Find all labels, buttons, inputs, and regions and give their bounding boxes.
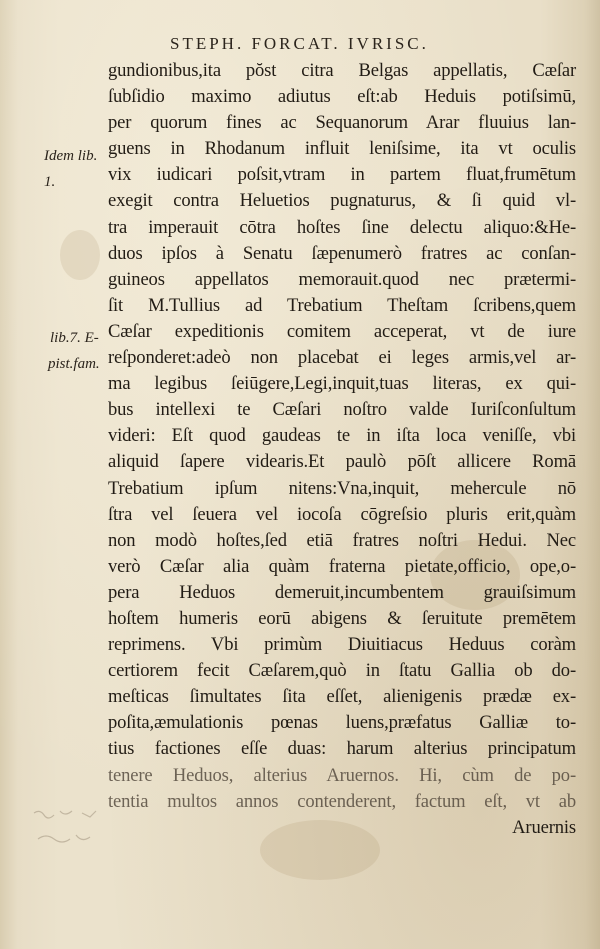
- text-line: tentia multos annos contenderent, factum eſt, vt ab: [108, 790, 576, 812]
- text-line: reprimens. Vbi primùm Diuitiacus Heduus coràm: [108, 634, 576, 656]
- text-line: ſtra vel ſeuera vel iocoſa cōgreſsio pluris erit,quàm: [108, 503, 576, 525]
- text-line: gundionibus,ita pŏst citra Belgas appellatis, Cæſar: [108, 60, 576, 81]
- body-text: [108, 58, 576, 841]
- text-line: Cæſar expeditionis comitem acceperat, vt de iure: [108, 320, 576, 342]
- text-line: pera Heduos demeruit,incumbentem grauiſsimum: [108, 581, 576, 603]
- margin-note: pist.fam.: [48, 356, 100, 372]
- text-line: duos ipſos à Senatu ſæpenumerò fratres ac conſan-: [108, 242, 576, 264]
- catchword: Aruernis: [512, 816, 576, 838]
- text-line: reſponderet:adeò non placebat ei leges armis,vel ar-: [108, 347, 576, 369]
- text-line: guineos appellatos memorauit.quod nec prætermi-: [108, 268, 576, 290]
- text-line: Trebatium ipſum nitens:Vna,inquit, mehercule nō: [108, 477, 576, 499]
- margin-note: lib.7. E-: [50, 330, 99, 346]
- text-line: exegit contra Heluetios pugnaturus, & ſi quid vl-: [108, 190, 576, 212]
- text-line: tra imperauit cōtra hoſtes ſine delectu aliquo:&He-: [108, 216, 576, 238]
- text-line: videri: Eſt quod gaudeas te in iſta loca veniſſe, vbi: [108, 425, 576, 447]
- text-line: vix iudicari poſsit,vtram in partem fluat,frumētum: [108, 164, 576, 186]
- text-line: ſit M.Tullius ad Trebatium Theſtam ſcribens,quem: [108, 294, 576, 316]
- text-line: per quorum fines ac Sequanorum Arar fluuius lan-: [108, 112, 576, 134]
- margin-note: 1.: [44, 174, 56, 190]
- text-line: poſita,æmulationis pœnas luens,præfatus Galliæ to-: [108, 712, 576, 734]
- text-line: ma legibus ſeiūgere,Legi,inquit,tuas literas, ex qui-: [108, 373, 576, 395]
- text-line: non modò hoſtes,ſed etiā fratres noſtri Hedui. Nec: [108, 529, 576, 551]
- running-head: STEPH. FORCAT. IVRISC.: [170, 34, 429, 53]
- paper-stain: [60, 230, 100, 280]
- text-line: hoſtem humeris eorū abigens & ſeruitute premētem: [108, 607, 576, 629]
- text-line: bus intellexi te Cæſari noſtro valde Iuriſconſultum: [108, 399, 576, 421]
- margin-note: Idem lib.: [44, 148, 98, 164]
- text-line: certiorem fecit Cæſarem,quò in ſtatu Gallia ob do-: [108, 660, 576, 682]
- show-through-marks: [26, 805, 116, 865]
- text-line: tius factiones eſſe duas: harum alterius principatum: [108, 738, 576, 760]
- text-line: meſticas ſimultates ſita eſſet, alienigenis prædæ ex-: [108, 686, 576, 708]
- text-line: ſubſidio maximo adiutus eſt:ab Heduis potiſsimū,: [108, 86, 576, 108]
- text-line: verò Cæſar alia quàm fraterna pietate,officio, ope,o-: [108, 555, 576, 577]
- text-line: tenere Heduos, alterius Aruernos. Hi, cùm de po-: [108, 764, 576, 786]
- text-line: guens in Rhodanum influit leniſsime, ita vt oculis: [108, 138, 576, 160]
- text-line: aliquid ſapere videaris.Et paulò pōſt allicere Romā: [108, 451, 576, 473]
